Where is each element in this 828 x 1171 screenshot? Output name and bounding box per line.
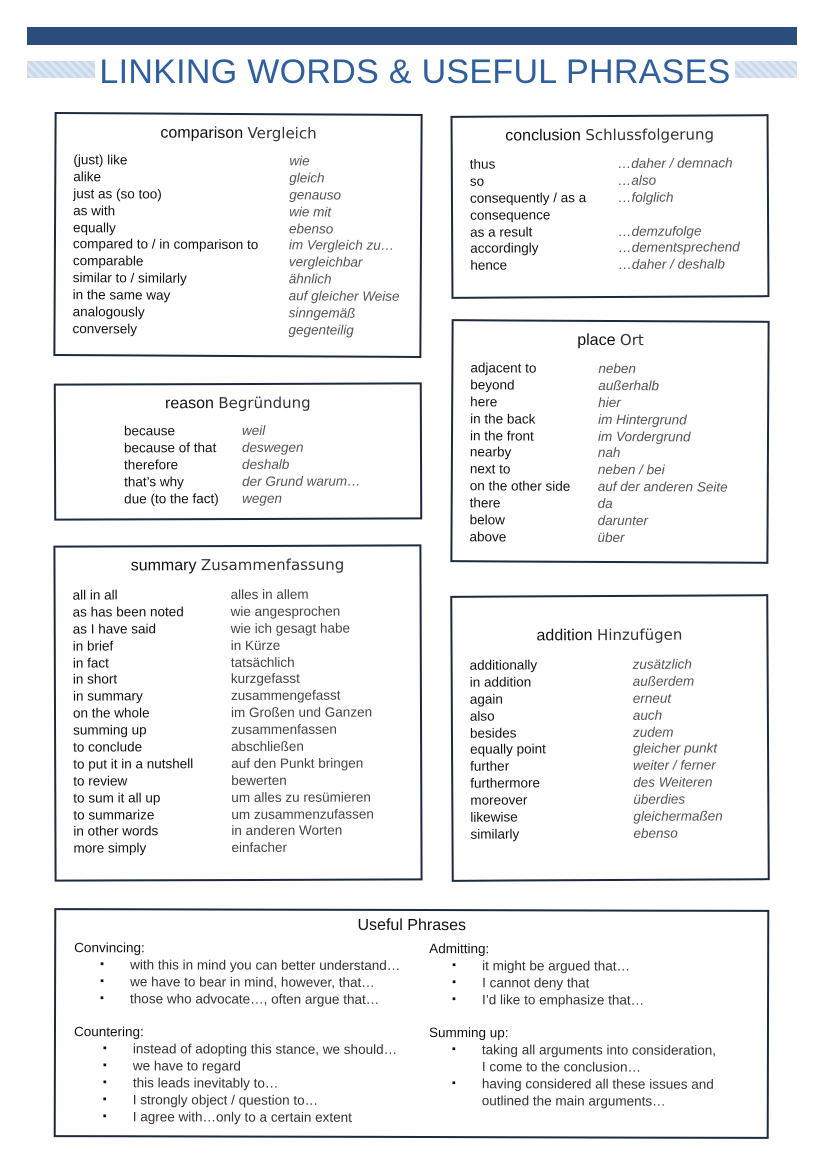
list-item (470, 155, 740, 173)
english-term: above (469, 529, 507, 545)
german-translation: auf den Punkt bringen (231, 755, 364, 771)
list-item (73, 637, 374, 655)
german-translation: neben / bei (597, 462, 665, 478)
english-term: due (to the fact) (124, 490, 219, 506)
list-item (73, 253, 400, 272)
german-translation: kurzgefasst (230, 671, 300, 687)
list-item (470, 240, 740, 258)
german-translation: zusammenfassen (231, 721, 337, 738)
english-term: comparable (72, 253, 144, 269)
list-item (124, 423, 361, 441)
english-term: to put it in a nutshell (73, 756, 194, 772)
english-term: (just) like (73, 152, 128, 168)
english-term: on the whole (72, 705, 150, 721)
english-term: similarly (470, 826, 520, 842)
english-term: again (469, 691, 503, 707)
list-item (470, 172, 740, 190)
list-item (470, 206, 740, 224)
german-translation: in anderen Worten (231, 823, 343, 839)
english-term: also (469, 708, 495, 724)
list-item (73, 620, 374, 638)
conclusion-list (470, 155, 740, 275)
english-term: therefore (124, 456, 179, 473)
english-term: accordingly (470, 240, 539, 257)
summing-up-list (452, 1041, 719, 1110)
countering-heading: Countering: (73, 1024, 144, 1040)
countering-list (103, 1040, 414, 1126)
addition-box (450, 594, 769, 882)
summary-box (53, 544, 422, 881)
reason-list (124, 423, 361, 508)
list-item (470, 512, 728, 530)
german-translation: wie mit (289, 203, 332, 220)
list-item (73, 806, 374, 824)
english-term: equally point (470, 741, 546, 758)
german-translation: wie angesprochen (230, 603, 341, 619)
english-term: alike (73, 169, 102, 185)
phrase-item: ▪ having considered all these issues and outlined the main arguments… (452, 1075, 719, 1110)
german-translation: vergleichbar (288, 254, 363, 270)
list-item (470, 377, 728, 395)
english-term: in brief (72, 638, 114, 654)
list-item (470, 656, 722, 674)
german-translation: ebenso (633, 825, 678, 841)
english-term: analogously (72, 304, 145, 320)
useful-phrases-box (54, 908, 770, 1139)
list-item (470, 428, 728, 446)
german-translation: deswegen (241, 439, 304, 455)
phrase-item: ▪ it might be argued that… (452, 957, 749, 975)
conclusion-box (451, 114, 770, 299)
list-item (470, 707, 722, 725)
list-item (124, 473, 361, 491)
german-translation: der Grund warum… (242, 473, 361, 489)
german-translation: um zusammenzufassen (231, 806, 374, 822)
list-item (470, 690, 722, 708)
english-term: so (469, 173, 485, 189)
english-term: next to (469, 461, 511, 477)
german-translation: gleich (289, 170, 325, 186)
list-item (73, 722, 374, 740)
german-translation: sinngemäß (288, 305, 356, 321)
countering-section (74, 1023, 414, 1126)
english-term: compared to / in comparison to (72, 236, 259, 253)
list-item (73, 270, 400, 289)
phrase-item: ▪ I’d like to emphasize that… (452, 991, 749, 1009)
german-translation: gegenteilig (288, 322, 354, 338)
list-item (73, 840, 374, 858)
english-term: to sum it all up (73, 789, 161, 806)
list-item (124, 456, 361, 474)
german-translation: hier (598, 394, 621, 410)
german-translation: auch (632, 707, 663, 723)
german-translation: weil (241, 422, 266, 438)
convincing-section (74, 939, 414, 1008)
german-translation: einfacher (231, 840, 288, 856)
summary-list (73, 587, 375, 858)
german-translation: …also (617, 172, 657, 188)
admitting-section (429, 940, 749, 1009)
list-item (470, 223, 740, 241)
german-translation: …daher / deshalb (618, 256, 725, 273)
english-term: consequence (470, 206, 551, 223)
summary-title: summary Zusammenfassung (130, 555, 345, 575)
english-term: because (123, 423, 176, 439)
english-term: in the same way (72, 287, 171, 303)
english-term: in fact (72, 655, 109, 671)
admitting-heading: Admitting: (429, 941, 490, 957)
list-item (73, 169, 400, 188)
german-translation: auf gleicher Weise (288, 288, 400, 304)
english-term: to summarize (73, 806, 155, 823)
english-term: in other words (73, 823, 159, 840)
phrase-item: ▪ we have to regard (103, 1057, 414, 1075)
english-term: to review (73, 773, 128, 789)
english-term: below (469, 512, 505, 528)
list-item (73, 220, 400, 239)
list-item (470, 724, 722, 742)
german-translation: wegen (242, 490, 282, 506)
german-translation: weiter / ferner (633, 757, 716, 774)
phrase-item: ▪ this leads inevitably to… (103, 1074, 414, 1092)
german-translation: wie ich gesagt habe (230, 620, 351, 636)
list-item (73, 705, 374, 723)
german-translation: …folglich (617, 189, 674, 205)
list-item (470, 495, 728, 513)
german-translation: in Kürze (230, 637, 281, 653)
conclusion-title: conclusion Schlussfolgerung (505, 125, 715, 145)
list-item (73, 654, 374, 672)
english-term: that’s why (124, 473, 184, 490)
comparison-box (53, 112, 422, 358)
list-item (470, 673, 722, 691)
german-translation: ähnlich (288, 271, 332, 287)
german-translation: ebenso (288, 220, 334, 237)
english-term: on the other side (469, 478, 571, 495)
german-translation: alles in allem (230, 586, 309, 603)
english-term: here (470, 394, 498, 410)
addition-list (470, 656, 723, 843)
list-item (73, 304, 400, 323)
place-box (450, 319, 769, 564)
list-item (470, 775, 722, 793)
list-item (73, 755, 374, 773)
summing-up-section (429, 1024, 719, 1110)
german-translation: bewerten (231, 772, 287, 788)
english-term: as with (73, 202, 116, 219)
german-translation: überdies (633, 791, 686, 808)
summing-up-heading: Summing up: (428, 1025, 509, 1041)
german-translation: im Großen und Ganzen (230, 704, 373, 721)
top-banner-bar (27, 27, 797, 45)
list-item (470, 394, 728, 412)
english-term: as has been noted (72, 604, 184, 620)
english-term: likewise (470, 809, 518, 825)
german-translation: genauso (289, 187, 342, 203)
german-translation: zusammengefasst (230, 687, 341, 704)
english-term: equally (72, 219, 116, 235)
list-item (470, 445, 728, 463)
english-term: summing up (73, 722, 147, 738)
phrase-item: ▪ I cannot deny that (452, 974, 749, 992)
german-translation: darunter (597, 512, 648, 529)
english-term: furthermore (470, 775, 541, 791)
list-item (470, 189, 740, 207)
list-item (73, 789, 374, 807)
english-term: in addition (469, 674, 532, 690)
german-translation: wie (289, 153, 310, 169)
list-item (470, 411, 728, 429)
german-translation: über (597, 529, 625, 545)
german-translation: im Vordergrund (597, 428, 691, 444)
list-item (73, 688, 374, 706)
convincing-list (100, 956, 414, 1008)
german-translation: zusätzlich (632, 656, 692, 672)
german-translation: gleicher punkt (633, 740, 718, 757)
german-translation: des Weiteren (633, 774, 713, 791)
phrase-item: ▪ I agree with…only to a certain extent (103, 1108, 414, 1126)
list-item (470, 792, 722, 810)
english-term: to conclude (73, 739, 143, 755)
german-translation: auf der anderen Seite (597, 479, 728, 495)
list-item (470, 257, 740, 275)
list-item (72, 321, 399, 340)
list-item (124, 490, 361, 508)
german-translation: im Vergleich zu… (288, 237, 395, 254)
german-translation: im Hintergrund (598, 411, 687, 428)
list-item (469, 529, 727, 547)
german-translation: außerhalb (598, 377, 660, 394)
list-item (73, 823, 374, 841)
german-translation: abschließen (231, 738, 304, 755)
comparison-list (72, 152, 400, 340)
phrase-item: ▪ taking all arguments into consideration, I come to the conclusion… (452, 1041, 719, 1076)
list-item (73, 772, 374, 790)
german-translation: erneut (632, 690, 672, 706)
english-term: besides (469, 725, 517, 741)
list-item (73, 186, 400, 205)
english-term: there (469, 495, 501, 511)
list-item (470, 479, 728, 497)
comparison-title: comparison Vergleich (160, 124, 317, 143)
german-translation: tatsächlich (230, 654, 295, 670)
list-item (470, 360, 728, 378)
list-item (73, 237, 400, 256)
english-term: adjacent to (470, 360, 537, 376)
page-title: LINKING WORDS & USEFUL PHRASES (95, 52, 735, 92)
german-translation: zudem (632, 724, 674, 740)
list-item (73, 287, 400, 306)
german-translation: gleichermaßen (633, 808, 723, 824)
phrase-item: ▪ those who advocate…, often argue that… (100, 990, 414, 1008)
phrase-item: ▪ instead of adopting this stance, we should… (103, 1040, 414, 1058)
english-term: in the front (469, 427, 534, 444)
list-item (73, 152, 400, 171)
reason-box (54, 382, 422, 520)
place-title: place Ort (577, 331, 644, 350)
german-translation: …demzufolge (618, 223, 702, 239)
english-term: hence (470, 257, 508, 274)
list-item (73, 739, 374, 757)
list-item (470, 808, 722, 826)
english-term: more simply (73, 840, 147, 856)
list-item (73, 671, 374, 689)
convincing-heading: Convincing: (74, 940, 145, 956)
place-list (469, 360, 728, 547)
reason-title: reason Begründung (164, 393, 311, 413)
english-term: moreover (470, 792, 528, 808)
english-term: all in all (72, 587, 118, 603)
phrase-item: ▪ I strongly object / question to… (103, 1091, 414, 1109)
list-item (470, 462, 728, 480)
list-item (124, 439, 361, 457)
phrase-item: ▪ with this in mind you can better understand… (100, 956, 414, 974)
useful-phrases-title: Useful Phrases (357, 916, 467, 935)
english-term: just as (so too) (73, 185, 162, 202)
english-term: in the back (470, 410, 536, 427)
list-item (470, 758, 722, 776)
english-term: thus (469, 156, 496, 172)
english-term: because of that (123, 439, 217, 456)
english-term: in short (72, 671, 118, 688)
list-item (73, 203, 400, 222)
german-translation: neben (598, 360, 636, 377)
english-term: as a result (470, 223, 533, 240)
list-item (470, 825, 722, 843)
english-term: additionally (469, 657, 538, 673)
english-term: nearby (469, 444, 512, 460)
german-translation: deshalb (242, 456, 290, 472)
german-translation: um alles zu resümieren (231, 789, 371, 805)
list-item (470, 741, 722, 759)
english-term: beyond (470, 377, 515, 393)
german-translation: außerdem (632, 673, 695, 689)
german-translation: …dementsprechend (618, 239, 740, 256)
german-translation: …daher / demnach (617, 155, 733, 171)
german-translation: nah (597, 445, 621, 461)
english-term: further (470, 758, 510, 775)
english-term: in summary (72, 688, 143, 704)
english-term: similar to / similarly (72, 270, 187, 286)
list-item (73, 603, 374, 621)
english-term: consequently / as a (469, 189, 587, 206)
addition-title: addition Hinzufügen (536, 625, 683, 645)
english-term: conversely (72, 321, 138, 337)
phrase-item: ▪ we have to bear in mind, however, that… (100, 973, 414, 991)
admitting-list (452, 957, 749, 1009)
german-translation: da (597, 496, 613, 512)
english-term: as I have said (72, 621, 157, 637)
list-item (73, 587, 374, 605)
